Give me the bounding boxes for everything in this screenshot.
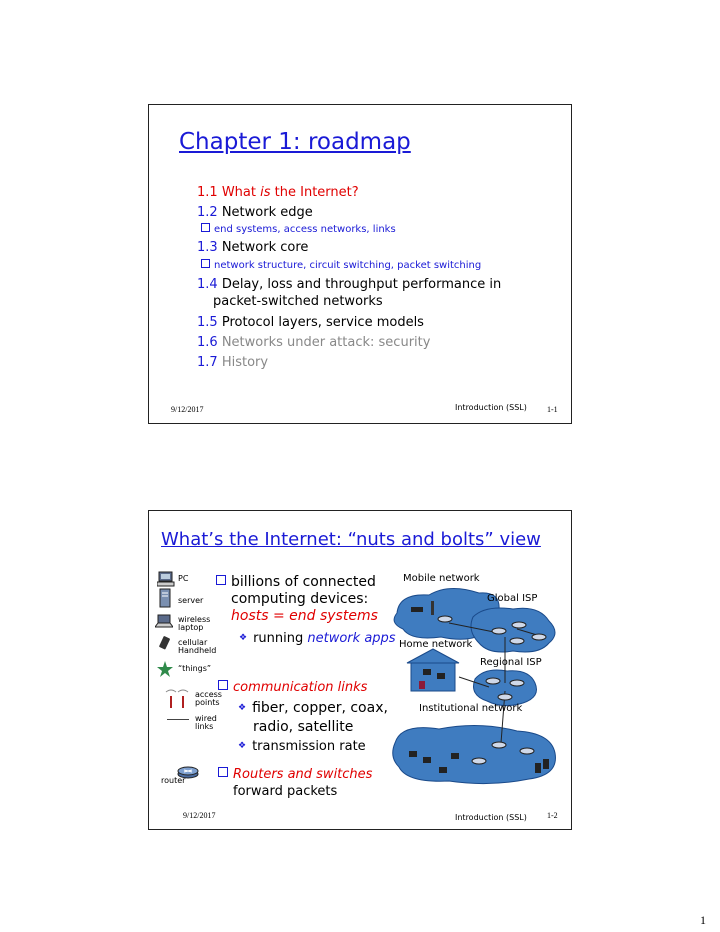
checkbox-bullet-icon — [218, 767, 228, 777]
slide-roadmap — [148, 104, 572, 424]
roadmap-item-1-6: 1.6 Networks under attack: security — [197, 335, 431, 350]
sub-bullet-media-line2: radio, satellite — [253, 719, 354, 735]
roadmap-item-1-4: 1.4 Delay, loss and throughput performance in — [197, 277, 502, 292]
roadmap-item-1-1: 1.1 What is the Internet? — [197, 185, 359, 200]
checkbox-bullet-icon — [201, 223, 210, 232]
slide-title: Chapter 1: roadmap — [179, 129, 411, 155]
cellular-handheld-icon — [157, 635, 173, 651]
footer-page: 1-2 — [547, 811, 558, 820]
footer-title: Introduction (SSL) — [455, 403, 527, 412]
footer-date: 9/12/2017 — [171, 405, 204, 414]
slide-title: What’s the Internet: “nuts and bolts” view — [161, 529, 541, 550]
page-number: 1 — [700, 913, 706, 927]
roadmap-item-1-5: 1.5 Protocol layers, service models — [197, 315, 424, 330]
diamond-bullet-icon: ❖ — [238, 703, 247, 713]
things-star-icon — [157, 661, 173, 677]
label-home-network: Home network — [399, 639, 473, 650]
legend-pc: PC — [178, 574, 189, 583]
bullet-routers: Routers and switches — [218, 766, 372, 783]
label-global-isp: Global ISP — [487, 593, 538, 604]
diamond-bullet-icon: ❖ — [238, 741, 247, 751]
sub-bullet-network-apps: ❖ running network apps — [239, 631, 396, 646]
legend-wired-links: wired links — [195, 714, 217, 731]
label-institutional-network: Institutional network — [419, 703, 523, 714]
roadmap-item-1-3: 1.3 Network core — [197, 240, 309, 255]
roadmap-item-1-2: 1.2 Network edge — [197, 205, 313, 220]
legend-things: “things” — [178, 664, 212, 673]
institutional-network-cloud — [393, 725, 556, 783]
slide-nuts-and-bolts — [148, 510, 572, 830]
legend-server: server — [178, 596, 204, 605]
label-regional-isp: Regional ISP — [480, 657, 542, 668]
home-network-house — [411, 663, 455, 691]
roadmap-sub-core: network structure, circuit switching, packet switching — [201, 259, 481, 271]
sub-bullet-media: ❖ fiber, copper, coax, — [238, 700, 388, 716]
legend-router: router — [161, 776, 186, 785]
bullet-devices-line2: computing devices: — [231, 591, 369, 607]
footer-page: 1-1 — [547, 405, 558, 414]
roadmap-item-1-4-cont: packet-switched networks — [213, 294, 383, 309]
home-roof — [407, 649, 459, 663]
wireless-laptop-icon — [155, 613, 173, 629]
diamond-bullet-icon: ❖ — [239, 633, 248, 643]
footer-title: Introduction (SSL) — [455, 813, 527, 822]
server-icon — [159, 588, 171, 608]
sub-bullet-transmission-rate: ❖ transmission rate — [238, 739, 366, 754]
footer-date: 9/12/2017 — [183, 811, 216, 820]
legend-wireless-laptop: wireless laptop — [178, 615, 211, 632]
pc-icon — [157, 571, 175, 587]
bullet-devices: billions of connected — [216, 574, 376, 591]
checkbox-bullet-icon — [218, 680, 228, 690]
checkbox-bullet-icon — [201, 259, 210, 268]
legend-cellular: cellular Handheld — [178, 638, 217, 655]
legend-access-points: access points — [195, 690, 222, 707]
bullet-hosts: hosts = end systems — [231, 608, 378, 624]
roadmap-item-1-7: 1.7 History — [197, 355, 269, 370]
access-point-icon — [163, 688, 191, 710]
roadmap-sub-edge: end systems, access networks, links — [201, 223, 396, 235]
internet-diagram — [389, 583, 565, 793]
label-mobile-network: Mobile network — [403, 573, 480, 584]
bullet-routers-line2: forward packets — [233, 784, 338, 799]
wired-link-icon — [167, 719, 189, 720]
checkbox-bullet-icon — [216, 575, 226, 585]
bullet-communication-links: communication links — [218, 679, 367, 696]
